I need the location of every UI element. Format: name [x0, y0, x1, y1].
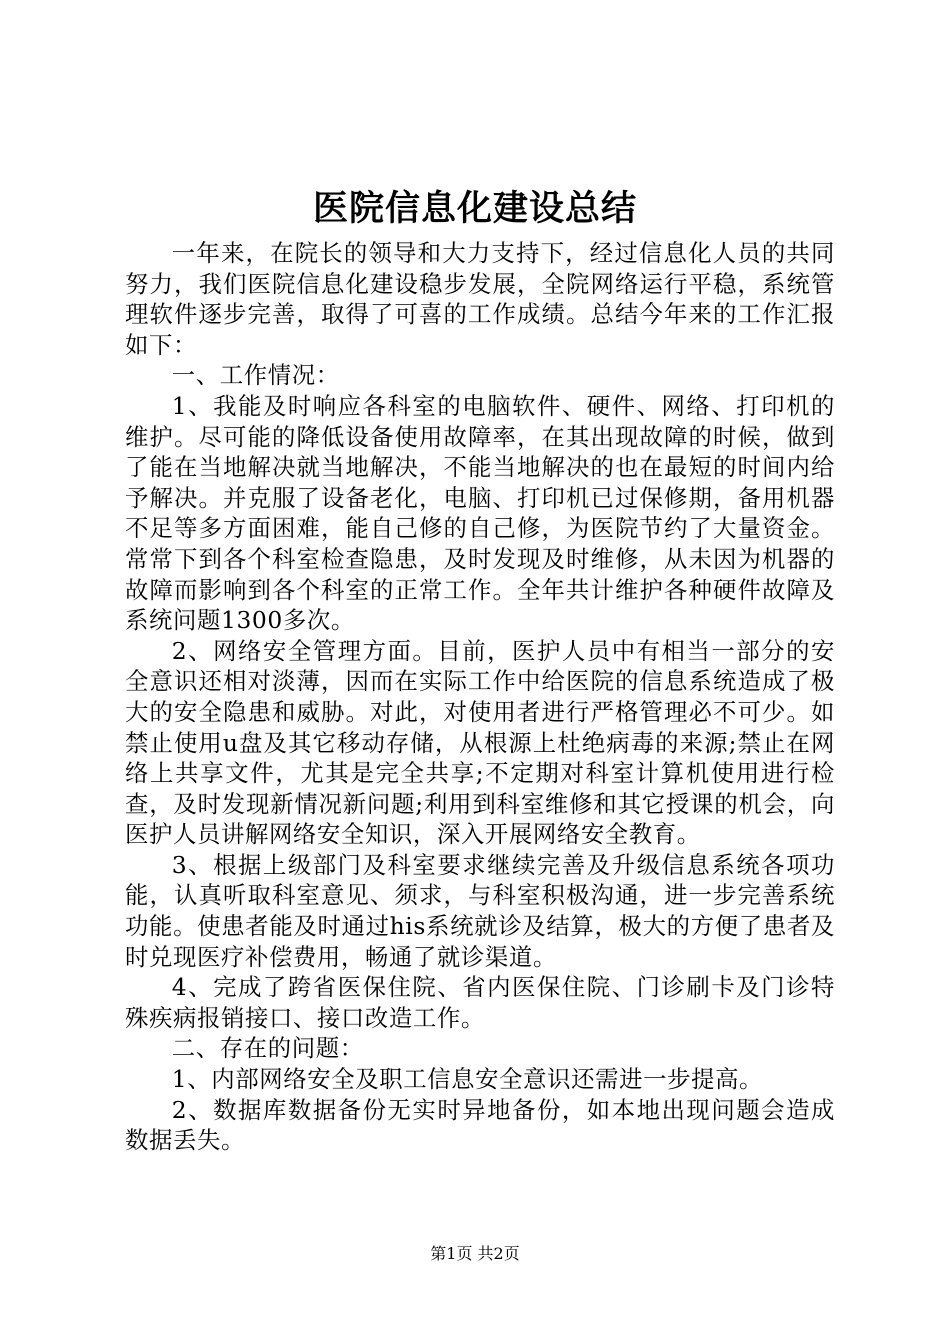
paragraph-intro: 一年来，在院长的领导和大力支持下，经过信息化人员的共同努力，我们医院信息化建设稳步发展，全院网络运行平稳，系统管理软件逐步完善，取得了可喜的工作成绩。总结今年来的工作汇报如下：: [125, 239, 835, 359]
paragraph-item-1: 1、我能及时响应各科室的电脑软件、硬件、网络、打印机的维护。尽可能的降低设备使用故障率，在其出现故障的时候，做到了能在当地解决就当地解决，不能当地解决的也在最短的时间内给予解决。并克服了设备老化，电脑、打印机已过保修期，备用机器不足等多方面困难，能自己修的自己修，为医院节约了大量资金。常常下到各个科室检查隐患，及时发现及时维修，从未因为机器的故障而影响到各个科室的正常工作。全年共计维护各种硬件故障及系统问题1300多次。: [125, 391, 835, 635]
section-heading-problems: 二、存在的问题：: [171, 1034, 364, 1063]
paragraph-problem-2: 2、数据库数据备份无实时异地备份，如本地出现问题会造成数据丢失。: [125, 1095, 835, 1155]
document-body: [125, 238, 835, 1156]
paragraph-item-3: 3、根据上级部门及科室要求继续完善及升级信息系统各项功能，认真听取科室意见、须求，与科室积极沟通，进一步完善系统功能。使患者能及时通过his系统就诊及结算，极大的方便了患者及时兑现医疗补偿费用，畅通了就诊渠道。: [125, 850, 835, 971]
page-number-footer: 第1页 共2页: [430, 1244, 520, 1263]
section-heading-work-status: 一、工作情况：: [171, 361, 340, 390]
paragraph-item-2: 2、网络安全管理方面。目前，医护人员中有相当一部分的安全意识还相对淡薄，因而在实际工作中给医院的信息系统造成了极大的安全隐患和威胁。对此，对使用者进行严格管理必不可少。如禁止使用u盘及其它移动存储，从根源上杜绝病毒的来源;禁止在网络上共享文件，尤其是完全共享;不定期对科室计算机使用进行检查，及时发现新情况新问题;利用到科室维修和其它授课的机会，向医护人员讲解网络安全知识，深入开展网络安全教育。: [125, 636, 835, 849]
paragraph-problem-1: 1、内部网络安全及职工信息安全意识还需进一步提高。: [171, 1065, 764, 1094]
document-title: 医院信息化建设总结: [312, 188, 637, 229]
paragraph-item-4: 4、完成了跨省医保住院、省内医保住院、门诊刷卡及门诊特殊疾病报销接口、接口改造工作。: [125, 973, 835, 1032]
